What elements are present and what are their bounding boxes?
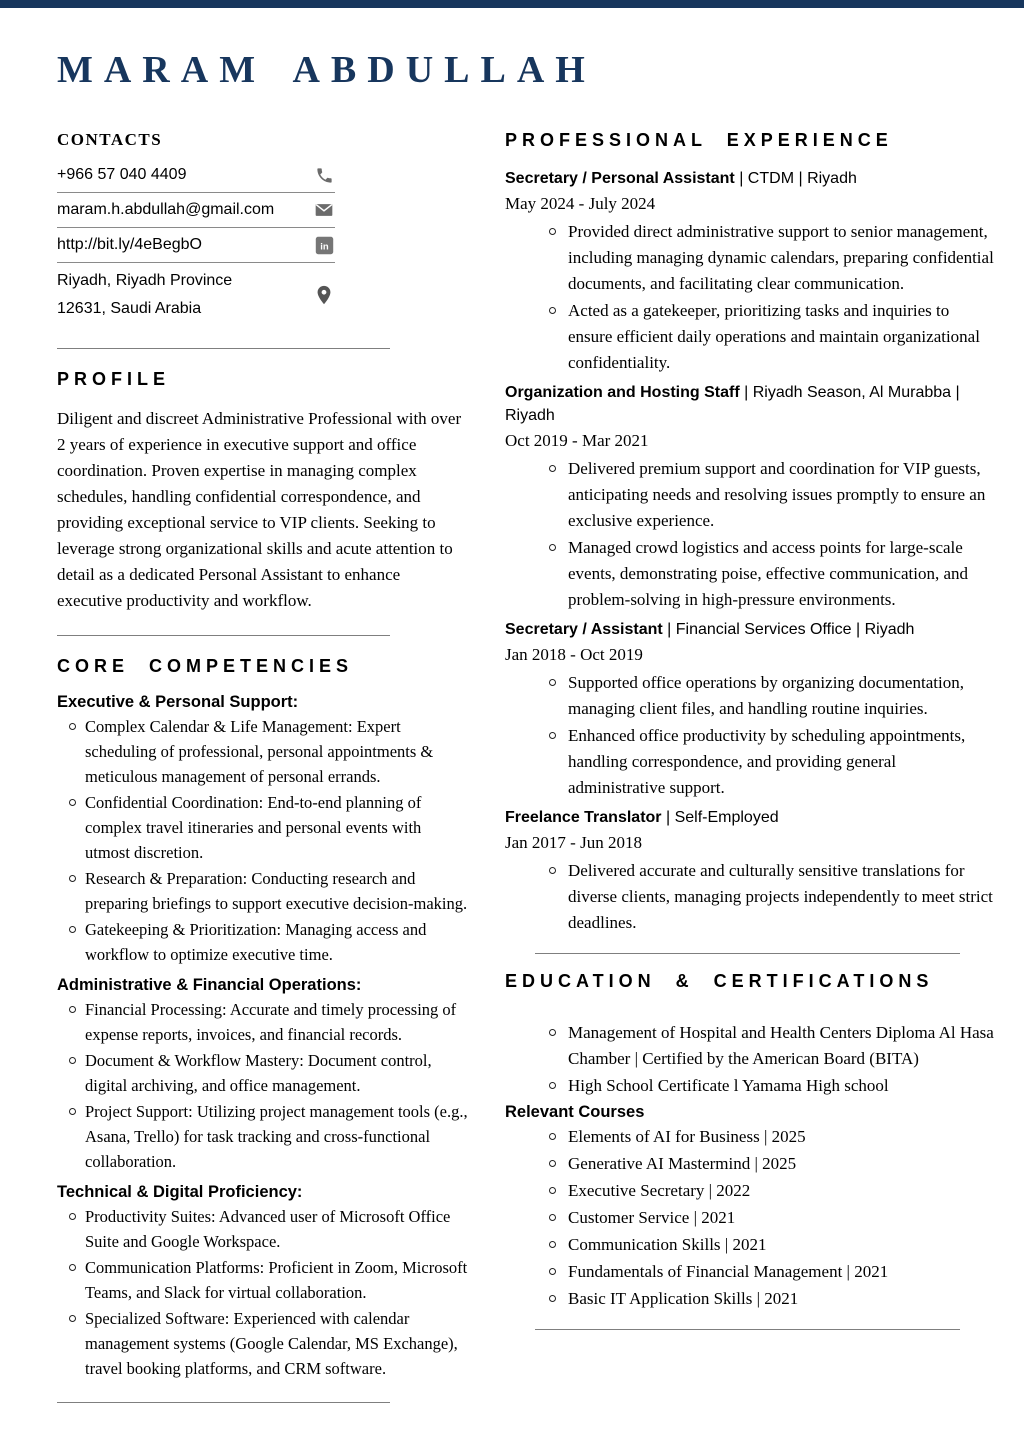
section-divider (57, 1402, 390, 1403)
profile-text: Diligent and discreet Administrative Professional with over 2 years of experience in executive support and office coordination. Proven expertise in managing complex schedules, handling confidential correspondence, and providing exceptional service to VIP clients. Seeking to leverage strong organizational skills and acute attention to detail as a dedicated Personal Assistant to enhance executive productivity and workflow. (57, 409, 462, 610)
job-title: Organization and Hosting Staff (505, 384, 740, 401)
contact-email-row (57, 193, 335, 228)
linkedin-icon (313, 234, 335, 256)
list-item: Enhanced office productivity by scheduling appointments, handling correspondence, and providing general administrative support. (547, 723, 994, 801)
section-divider (535, 953, 960, 954)
job-header (505, 167, 994, 190)
courses-list (505, 1124, 994, 1312)
job-header (505, 618, 994, 641)
address-line-1: Riyadh, Riyadh Province (57, 272, 233, 289)
right-column (505, 130, 994, 1347)
job-entry (505, 618, 994, 801)
section-divider (57, 635, 390, 636)
core-competencies-heading: CORE COMPETENCIES (57, 656, 354, 676)
list-item: Delivered premium support and coordination for VIP guests, anticipating needs and resolving issues promptly to ensure an exclusive experience. (547, 456, 994, 534)
job-dates: Oct 2019 - Mar 2021 (505, 431, 649, 450)
experience-section (505, 130, 994, 954)
job-dates: Jan 2018 - Oct 2019 (505, 645, 643, 664)
list-item: Management of Hospital and Health Centers Diploma Al Hasa Chamber | Certified by the American Board (BITA) (547, 1020, 994, 1072)
relevant-courses-heading: Relevant Courses (505, 1103, 645, 1121)
email-address[interactable]: maram.h.abdullah@gmail.com (57, 201, 275, 218)
section-divider (535, 1329, 960, 1330)
page-title: MARAM ABDULLAH (57, 49, 596, 91)
job-header (505, 806, 994, 829)
list-item: Basic IT Application Skills | 2021 (547, 1286, 994, 1312)
job-bullet-list (505, 456, 994, 613)
list-item: Communication Platforms: Proficient in Zoom, Microsoft Teams, and Slack for virtual collaboration. (67, 1255, 469, 1305)
top-accent-bar (0, 0, 1024, 8)
contacts-heading: CONTACTS (57, 130, 163, 149)
job-meta: | Riyadh Season, Al Murabba | Riyadh (505, 384, 960, 424)
list-item: High School Certificate l Yamama High school (547, 1073, 994, 1099)
list-item: Customer Service | 2021 (547, 1205, 994, 1231)
left-column (57, 130, 469, 1423)
job-title: Secretary / Assistant (505, 621, 663, 638)
profile-section (57, 369, 469, 636)
list-item: Confidential Coordination: End-to-end planning of complex travel itineraries and personal events with utmost discretion. (67, 790, 469, 865)
job-entry (505, 167, 994, 376)
education-section (505, 971, 994, 1330)
job-meta: | Financial Services Office | Riyadh (667, 621, 915, 638)
job-title: Freelance Translator (505, 809, 662, 826)
competency-group-title: Technical & Digital Proficiency: (57, 1183, 303, 1201)
address-line-2: 12631, Saudi Arabia (57, 300, 202, 317)
list-item: Project Support: Utilizing project management tools (e.g., Asana, Trello) for task tracking and cross-functional collaboration. (67, 1099, 469, 1174)
address-lines (57, 267, 232, 323)
list-item: Fundamentals of Financial Management | 2021 (547, 1259, 994, 1285)
list-item: Delivered accurate and culturally sensitive translations for diverse clients, managing projects independently to meet strict deadlines. (547, 858, 994, 936)
two-column-layout (57, 130, 994, 1423)
list-item: Communication Skills | 2021 (547, 1232, 994, 1258)
list-item: Managed crowd logistics and access points for large-scale events, demonstrating poise, effective communication, and problem-solving in high-pressure environments. (547, 535, 994, 613)
job-bullet-list (505, 219, 994, 376)
contact-address-block (57, 263, 335, 327)
contact-link-row (57, 228, 335, 263)
list-item: Complex Calendar & Life Management: Expert scheduling of professional, personal appointments & meticulous management of personal errands. (67, 714, 469, 789)
job-meta: | Self-Employed (665, 809, 779, 826)
job-header (505, 381, 994, 427)
list-item: Gatekeeping & Prioritization: Managing access and workflow to optimize executive time. (67, 917, 469, 967)
job-title: Secretary / Personal Assistant (505, 170, 735, 187)
competency-group-title: Administrative & Financial Operations: (57, 976, 362, 994)
list-item: Financial Processing: Accurate and timely processing of expense reports, invoices, and financial records. (67, 997, 469, 1047)
job-entry (505, 806, 994, 936)
education-list (505, 1020, 994, 1099)
list-item: Document & Workflow Mastery: Document control, digital archiving, and office management. (67, 1048, 469, 1098)
list-item: Generative AI Mastermind | 2025 (547, 1151, 994, 1177)
list-item: Provided direct administrative support to senior management, including managing dynamic calendars, preparing confidential documents, and facilitating clear communication. (547, 219, 994, 297)
list-item: Specialized Software: Experienced with calendar management systems (Google Calendar, MS Exchange), travel booking platforms, and CRM software. (67, 1306, 469, 1381)
core-competencies-section (57, 656, 469, 1403)
phone-number: +966 57 040 4409 (57, 166, 187, 183)
list-item: Elements of AI for Business | 2025 (547, 1124, 994, 1150)
competency-list (57, 714, 469, 967)
job-entry (505, 381, 994, 613)
section-divider (57, 348, 390, 349)
job-meta: | CTDM | Riyadh (739, 170, 857, 187)
linkedin-url[interactable]: http://bit.ly/4eBegbO (57, 236, 202, 253)
job-dates: Jan 2017 - Jun 2018 (505, 833, 642, 852)
list-item: Executive Secretary | 2022 (547, 1178, 994, 1204)
competency-list (57, 1204, 469, 1381)
location-icon (313, 284, 335, 306)
competency-list (57, 997, 469, 1174)
phone-icon (313, 164, 335, 186)
education-heading: EDUCATION & CERTIFICATIONS (505, 971, 934, 991)
svg-text:in: in (319, 240, 329, 252)
profile-heading: PROFILE (57, 369, 171, 389)
email-icon (313, 199, 335, 221)
contact-phone-row (57, 158, 335, 193)
job-bullet-list (505, 858, 994, 936)
competency-group-title: Executive & Personal Support: (57, 693, 299, 711)
experience-heading: PROFESSIONAL EXPERIENCE (505, 130, 893, 150)
list-item: Acted as a gatekeeper, prioritizing tasks and inquiries to ensure efficient daily operations and maintain organizational confidentiality. (547, 298, 994, 376)
contacts-section (57, 130, 469, 349)
job-dates: May 2024 - July 2024 (505, 194, 656, 213)
job-bullet-list (505, 670, 994, 801)
list-item: Supported office operations by organizing documentation, managing client files, and handling routine inquiries. (547, 670, 994, 722)
list-item: Research & Preparation: Conducting research and preparing briefings to support executive decision-making. (67, 866, 469, 916)
list-item: Productivity Suites: Advanced user of Microsoft Office Suite and Google Workspace. (67, 1204, 469, 1254)
